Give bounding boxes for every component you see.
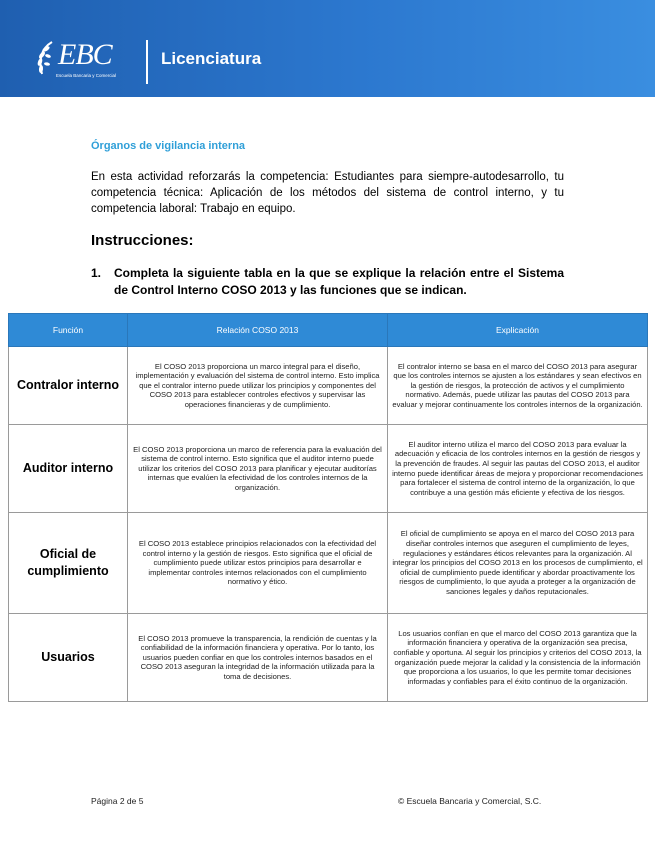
header-explicacion: Explicación [388,314,648,347]
cell-explicacion: Los usuarios confían en que el marco del COSO 2013 garantiza que la información financiera y operativa de la organización sea precisa, confiable y oportuna. Al seguir los principios y criterios del COSO 2013, la organización puede mejorar la calidad y la consistencia de la información que proporciona a los usuarios, lo que les permite tomar decisiones informadas y confiables para el éxito continuo de la organización. [388,614,648,702]
cell-funcion: Usuarios [9,614,128,702]
section-title: Órganos de vigilancia interna [91,140,246,152]
cell-relacion: El COSO 2013 proporciona un marco integral para el diseño, implementación y evaluación del sistema de control interno. Esto implica que el contralor interno puede utilizar los principios y componentes del COSO 2013 para establecer controles efectivos y supervisar las operaciones financieras y de cumplimiento. [128,347,388,425]
header-funcion: Función [9,314,128,347]
table-header-row [9,314,648,347]
header-banner [0,0,655,97]
instructions-heading: Instrucciones: [91,232,194,249]
cell-relacion: El COSO 2013 proporciona un marco de referencia para la evaluación del sistema de control interno. Esto significa que el auditor interno puede utilizar los criterios del COSO 2013 para planificar y ejecutar auditorías internas que evalúen la efectividad de los controles internos de la organización. [128,425,388,513]
logo-tagline: Escuela Bancaria y Comercial [56,73,117,78]
intro-paragraph: En esta actividad reforzarás la competencia: Estudiantes para siempre-autodesarrollo, tu competencia técnica: Aplicación de los métodos del sistema de control interno, y tu competencia laboral: Trabajo en equipo. [91,171,564,215]
logo-wordmark: EBC [58,38,112,71]
table-row [9,614,648,702]
cell-explicacion: El contralor interno se basa en el marco del COSO 2013 para asegurar que los controles internos se ajusten a los estándares y sean efectivos en la gestión de riesgos, la protección de activos y el cumplimiento normativo. Además, puede utilizar las pautas del COSO 2013 para evaluar y mejorar continuamente los controles internos de la organización. [388,347,648,425]
header-divider [146,40,148,84]
table-row [9,425,648,513]
laurel-icon [34,40,58,76]
program-title: Licenciatura [161,49,262,68]
table-row [9,347,648,425]
cell-funcion: Oficial de cumplimiento [9,513,128,614]
cell-relacion: El COSO 2013 promueve la transparencia, la rendición de cuentas y la confiabilidad de la información financiera y operativa. Por lo tanto, los usuarios pueden confiar en que los controles internos basados en el COSO 2013 aseguran la integridad de la información utilizada para la toma de decisiones. [128,614,388,702]
cell-funcion: Contralor interno [9,347,128,425]
ebc-logo [34,38,134,86]
step-text: Completa la siguiente tabla en la que se explique la relación entre el Sistema de Control Interno COSO 2013 y las funciones que se indican. [114,266,564,297]
cell-funcion: Auditor interno [9,425,128,513]
copyright: © Escuela Bancaria y Comercial, S.C. [398,796,542,806]
cell-explicacion: El oficial de cumplimiento se apoya en el marco del COSO 2013 para diseñar controles internos que aseguren el cumplimiento de leyes, regulaciones y estándares éticos relevantes para la organización. Al integrar los principios del COSO 2013 en los procesos de cumplimiento, el oficial de cumplimiento puede identificar y abordar proactivamente los riesgos de cumplimiento, lo que ayuda a proteger a la organización de sanciones legales y daños reputacionales. [388,513,648,614]
coso-table [8,313,648,702]
cell-explicacion: El auditor interno utiliza el marco del COSO 2013 para evaluar la adecuación y eficacia de los controles internos en la gestión de riesgos y la prevención de fraudes. Al seguir las pautas del COSO 2013, el auditor interno puede identificar áreas de mejora y proporcionar recomendaciones para fortalecer el sistema de control interno de la organización, lo que contribuye a una gestión más eficiente y efectiva de los riesgos. [388,425,648,513]
header-relacion: Relación COSO 2013 [128,314,388,347]
cell-relacion: El COSO 2013 establece principios relacionados con la efectividad del control interno y la gestión de riesgos. Esto significa que el oficial de cumplimiento puede utilizar estos principios para desarrollar e implementar controles internos relacionados con el cumplimiento normativo y ético. [128,513,388,614]
step-number: 1. [91,266,102,280]
table-row [9,513,648,614]
page-number: Página 2 de 5 [91,796,144,806]
